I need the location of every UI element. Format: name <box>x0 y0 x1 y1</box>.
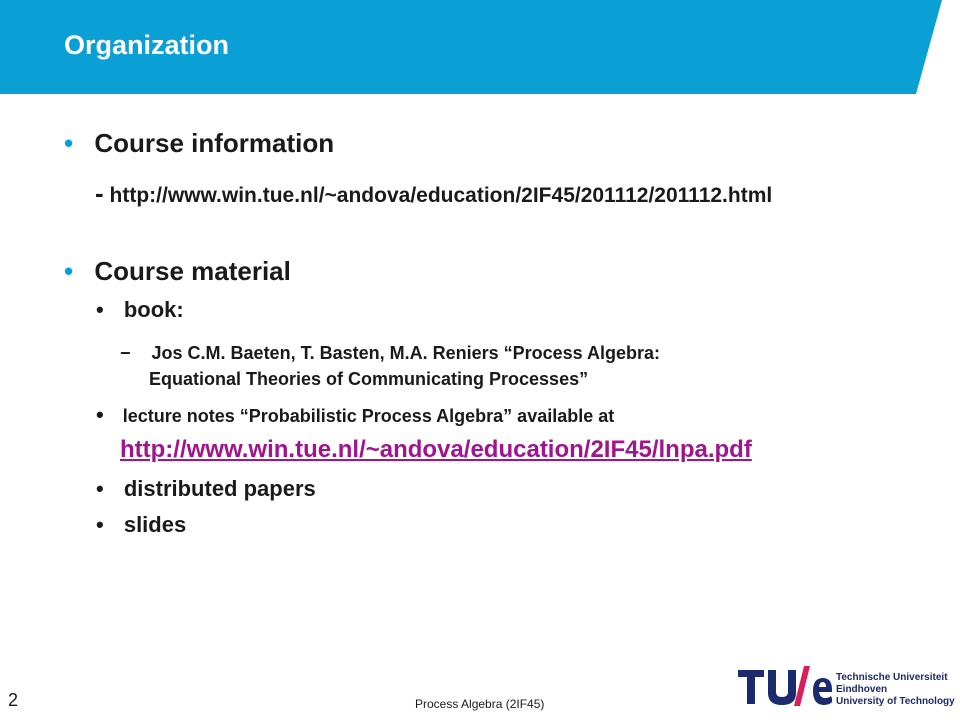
lecture-notes-link[interactable]: http://www.win.tue.nl/~andova/education/2IF45/lnpa.pdf <box>120 436 752 463</box>
bullet: • <box>96 402 104 427</box>
list-item-lecture-notes <box>96 402 614 428</box>
list-item-text: distributed papers <box>123 476 316 501</box>
dash: − <box>120 343 131 363</box>
course-material-item <box>64 256 291 287</box>
tue-logo-icon <box>738 664 832 708</box>
course-info-item <box>64 128 334 159</box>
dash: - <box>95 178 104 208</box>
logo-text-line-3: University of Technology <box>836 696 955 707</box>
bullet: • <box>96 297 104 322</box>
list-item-text: slides <box>123 512 187 537</box>
logo-text-line-2: Eindhoven <box>836 684 888 695</box>
list-item-book-reference <box>120 340 660 392</box>
bullet: • <box>64 256 74 286</box>
list-item-papers <box>96 476 316 502</box>
course-info-label: Course information <box>94 128 335 158</box>
list-item-text: book: <box>123 297 184 322</box>
course-info-url-line <box>95 178 772 209</box>
list-item-slides <box>96 512 186 538</box>
footer-course-name: Process Algebra (2IF45) <box>415 697 545 711</box>
reference-line-2: Equational Theories of Communicating Processes” <box>149 369 589 389</box>
page-number: 2 <box>8 690 19 710</box>
page-title: Organization <box>64 30 230 60</box>
bullet: • <box>96 512 104 537</box>
bullet: • <box>96 476 104 501</box>
list-item-text: lecture notes “Probabilistic Process Algebra” available at <box>122 406 615 426</box>
course-info-url[interactable]: http://www.win.tue.nl/~andova/education/2IF45/201112/201112.html <box>109 184 773 207</box>
logo-text-line-1: Technische Universiteit <box>836 672 948 683</box>
course-material-label: Course material <box>94 256 291 286</box>
list-item-book <box>96 297 184 323</box>
bullet: • <box>64 128 74 158</box>
reference-line-1: Jos C.M. Baeten, T. Basten, M.A. Reniers “Process Algebra: <box>151 343 661 363</box>
